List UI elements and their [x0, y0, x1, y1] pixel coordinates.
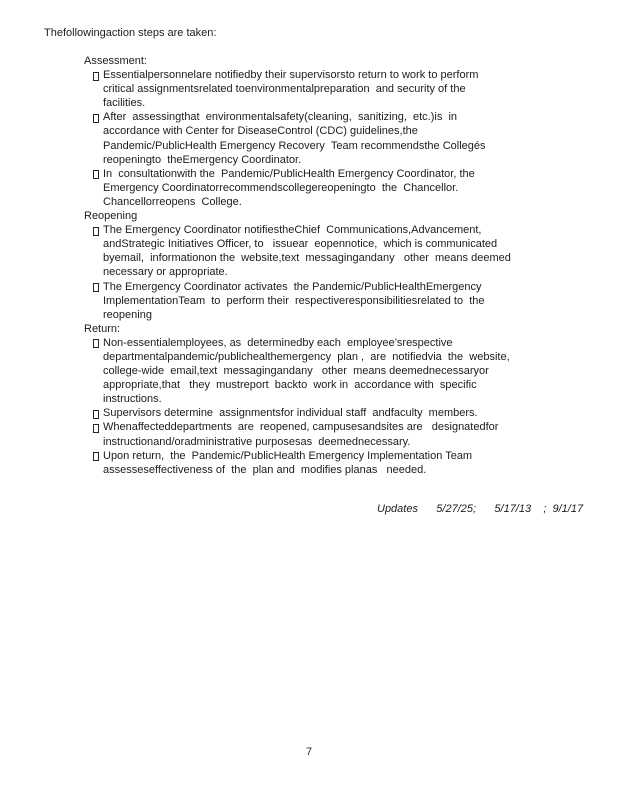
- bullet-text: [103, 336, 584, 406]
- missing-glyph-box-bullet-icon: [93, 170, 99, 179]
- bullet-item: [84, 420, 584, 448]
- bullet-item: [84, 223, 584, 279]
- text-line: necessary or appropriate.: [103, 266, 228, 279]
- bullet-item: [84, 336, 584, 406]
- updates-revision-dates: Updates 5/27/25; 5/17/13 ; 9/1/17: [377, 503, 584, 515]
- text-line: departmentalpandemic/publichealthemergency plan , are notifiedvia the website,: [103, 350, 510, 363]
- missing-glyph-box-bullet-icon: [93, 72, 99, 81]
- bullet-item: [84, 449, 584, 477]
- section-heading-reopening: Reopening: [84, 210, 138, 223]
- bullet-text: [103, 280, 584, 322]
- bullet-text: [103, 167, 584, 209]
- text-line: instructions.: [103, 393, 162, 406]
- text-line: andStrategic Initiatives Officer, to issuear eopennotice, which is communicated: [103, 238, 498, 251]
- text-line: Emergency Coordinatorrecommendscollegereopeningto the Chancellor.: [103, 181, 459, 194]
- text-line: Supervisors determine assignmentsfor individual staff andfaculty members.: [103, 407, 478, 420]
- bullet-text: [103, 420, 584, 448]
- bullet-text: [103, 110, 584, 166]
- text-line: instructionand/oradministrative purposesas deemednecessary.: [103, 435, 411, 448]
- bullet-text: [103, 449, 584, 477]
- bullet-item: [84, 68, 584, 110]
- text-line: facilities.: [103, 97, 146, 110]
- text-line: Essentialpersonnelare notifiedby their supervisorsto return to work to perform: [103, 69, 479, 82]
- text-line: After assessingthat environmentalsafety(cleaning, sanitizing, etc.)is in: [103, 111, 458, 124]
- text-line: reopening: [103, 308, 152, 321]
- text-line: Upon return, the Pandemic/PublicHealth Emergency Implementation Team: [103, 449, 473, 462]
- text-line: The Emergency Coordinator activates the Pandemic/PublicHealthEmergency: [103, 280, 482, 293]
- bullet-text: [103, 223, 584, 279]
- text-line: The Emergency Coordinator notifiestheChief Communications,Advancement,: [103, 224, 482, 237]
- text-line: byemail, informationon the website,text messagingandany other means deemed: [103, 252, 511, 265]
- bullet-item: [84, 110, 584, 166]
- page-number: 7: [305, 746, 313, 758]
- text-line: college-wide email,text messagingandany other means deemednecessaryor: [103, 365, 489, 378]
- text-line: Non-essentialemployees, as determinedby each employee’srespective: [103, 336, 453, 349]
- bullet-item: [84, 167, 584, 209]
- missing-glyph-box-bullet-icon: [93, 339, 99, 348]
- text-line: appropriate,that they mustreport backto work in accordance with specific: [103, 379, 477, 392]
- missing-glyph-box-bullet-icon: [93, 114, 99, 123]
- missing-glyph-box-bullet-icon: [93, 424, 99, 433]
- bullet-item: [84, 406, 584, 420]
- missing-glyph-box-bullet-icon: [93, 283, 99, 292]
- text-line: accordance with Center for DiseaseControl (CDC) guidelines,the: [103, 125, 418, 138]
- text-line: Chancellorreopens College.: [103, 195, 242, 208]
- text-line: assesseseffectiveness of the plan and modifies planas needed.: [103, 463, 427, 476]
- document-body: [84, 54, 584, 477]
- text-line: reopeningto theEmergency Coordinator.: [103, 153, 302, 166]
- text-line: Pandemic/PublicHealth Emergency Recovery Team recommendsthe Collegés: [103, 139, 486, 152]
- text-line: Whenaffecteddepartments are reopened, campusesandsites are designatedfor: [103, 421, 499, 434]
- bullet-text: [103, 68, 584, 110]
- missing-glyph-box-bullet-icon: [93, 227, 99, 236]
- missing-glyph-box-bullet-icon: [93, 452, 99, 461]
- bullet-text: [103, 406, 584, 420]
- section-heading-return: Return:: [84, 322, 121, 335]
- text-line: ImplementationTeam to perform their respectiveresponsibilitiesrelated to the: [103, 294, 485, 307]
- intro-text: Thefollowingaction steps are taken:: [44, 27, 217, 39]
- section-heading-assessment: Assessment:: [84, 55, 147, 67]
- text-line: In consultationwith the Pandemic/PublicHealth Emergency Coordinator, the: [103, 167, 475, 180]
- bullet-item: [84, 280, 584, 322]
- text-line: critical assignmentsrelated toenvironmentalpreparation and security of the: [103, 83, 466, 96]
- missing-glyph-box-bullet-icon: [93, 410, 99, 419]
